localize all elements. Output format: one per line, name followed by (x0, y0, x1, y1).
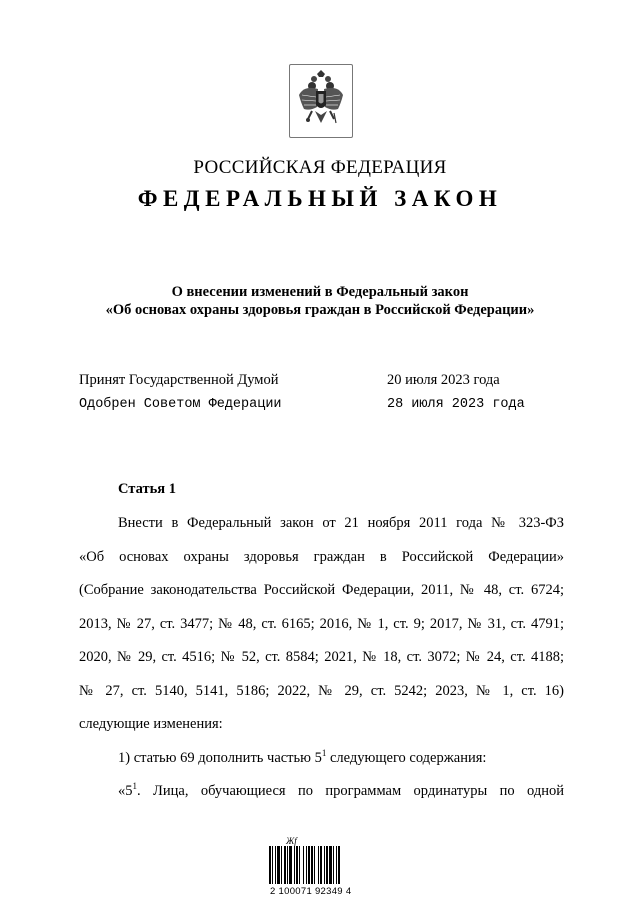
duma-adoption-label: Принят Государственной Думой (79, 372, 279, 388)
article-line: (Собрание законодательства Российской Федерации, 2011, № 48, ст. 6724; (79, 582, 564, 598)
article-title: Статья 1 (118, 481, 176, 497)
barcode-number: 2 100071 92349 4 (270, 886, 352, 897)
article-body (79, 507, 564, 809)
subject-line-1: О внесении изменений в Федеральный закон (171, 284, 469, 300)
double-headed-eagle-icon (290, 65, 352, 137)
handwritten-signature-mark: Жf (286, 836, 297, 846)
article-line: 2013, № 27, ст. 3477; № 48, ст. 6165; 2016, № 1, ст. 9; 2017, № 31, ст. 4791; (79, 615, 564, 632)
country-title: РОССИЙСКАЯ ФЕДЕРАЦИЯ (193, 157, 447, 178)
council-approval-label: Одобрен Советом Федерации (79, 397, 282, 412)
article-line: «Об основах охраны здоровья граждан в Российской Федерации» (79, 548, 564, 565)
article-line: 2020, № 29, ст. 4516; № 52, ст. 8584; 2021, № 18, ст. 3072; № 24, ст. 4188; (79, 649, 564, 665)
coat-of-arms-emblem (289, 64, 353, 138)
article-line: № 27, ст. 5140, 5141, 5186; 2022, № 29, ст. 5242; 2023, № 1, ст. 16) (79, 682, 564, 699)
article-line: Внести в Федеральный закон от 21 ноября 2011 года № 323-ФЗ (118, 515, 564, 531)
amendment-item-1: 1) статью 69 дополнить частью $5^1$ следующего содержания: (118, 747, 487, 766)
amendment-quote-line: «$5^1$. Лица, обучающиеся по программам ординатуры по одной (118, 781, 564, 799)
article-line: следующие изменения: (79, 716, 223, 732)
duma-adoption-date: 20 июля 2023 года (387, 372, 500, 388)
document-type-title: ФЕДЕРАЛЬНЫЙ ЗАКОН (137, 186, 503, 211)
council-approval-date: 28 июля 2023 года (387, 397, 525, 412)
barcode-icon (266, 846, 374, 886)
document-barcode (266, 836, 374, 898)
subject-line-2: «Об основах охраны здоровья граждан в Российской Федерации» (105, 302, 535, 318)
law-subject-heading (0, 283, 640, 319)
